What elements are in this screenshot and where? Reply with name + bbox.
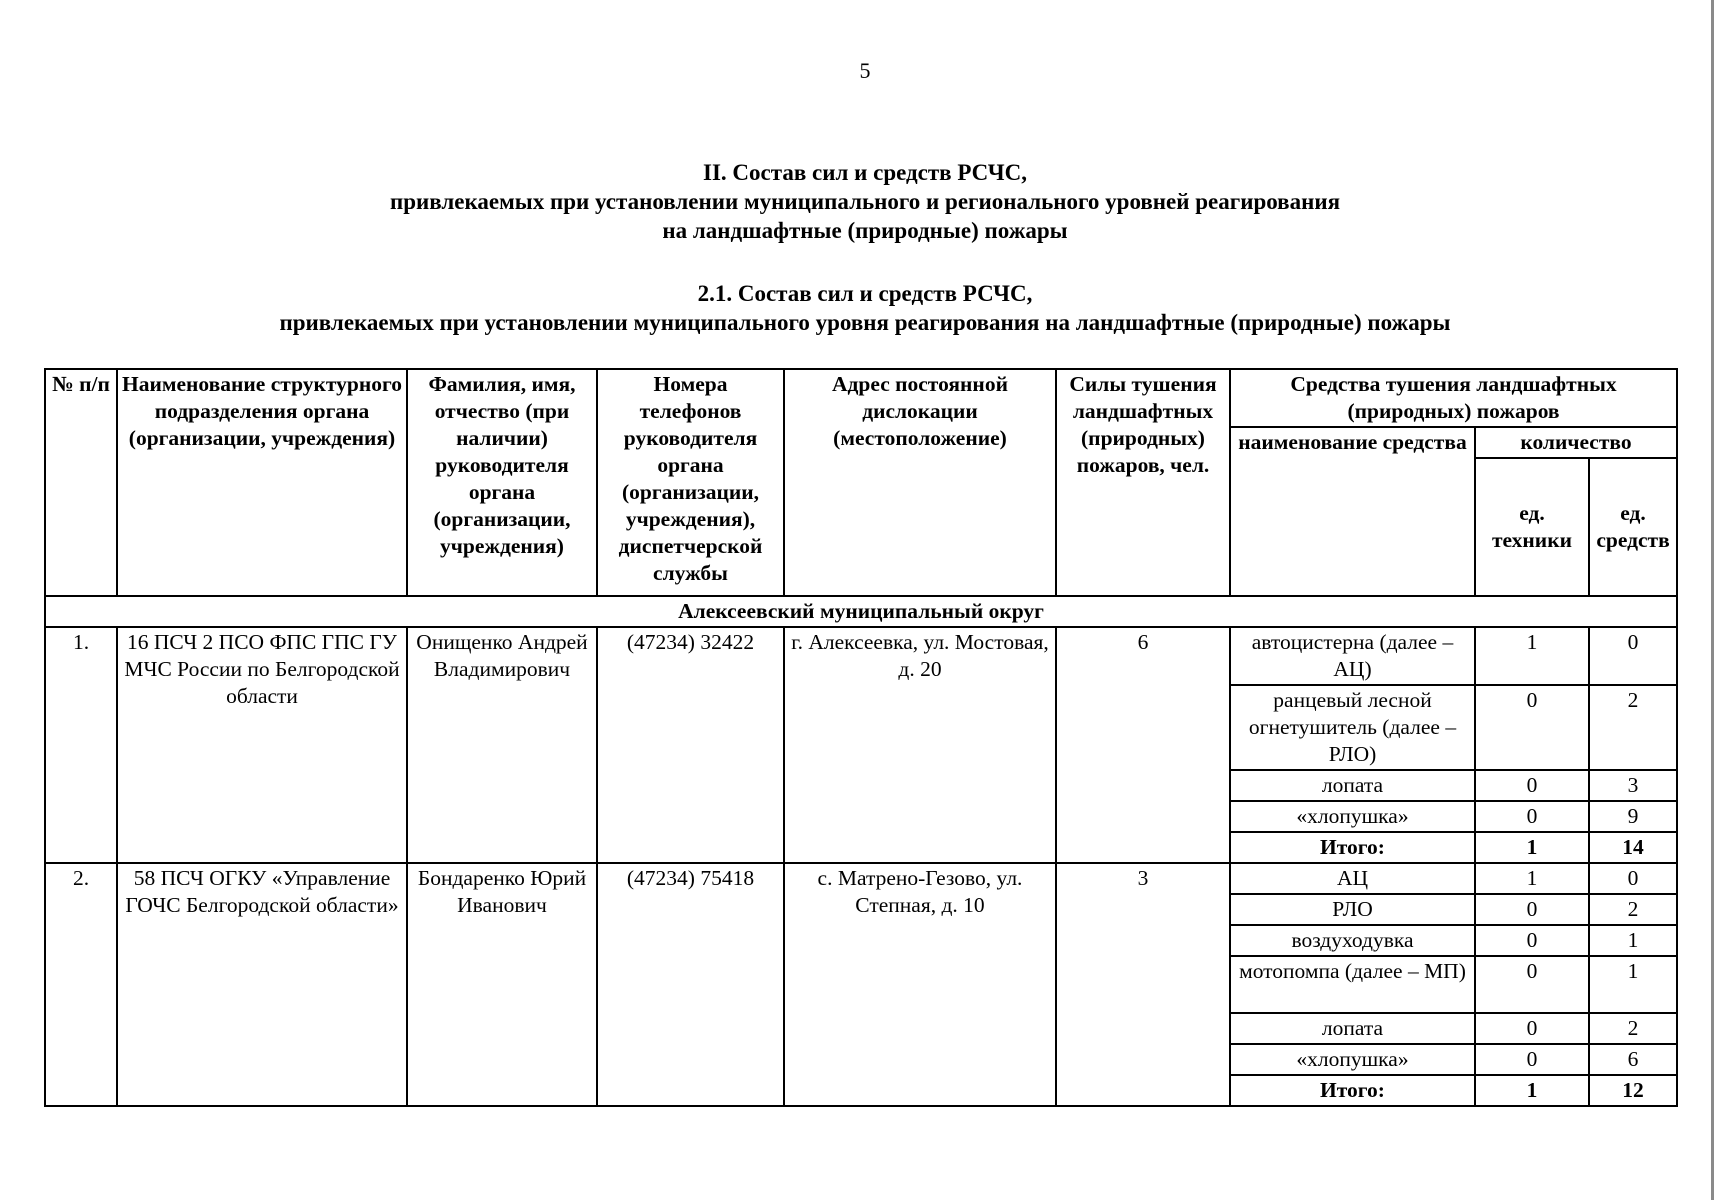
- header-means: Средства тушения ландшафтных (природных) пожаров: [1230, 369, 1677, 427]
- item-tech: 0: [1475, 801, 1589, 832]
- header-phones: Номера телефонов руководителя органа (организации, учреждения), диспетчерской службы: [597, 369, 784, 596]
- item-tech: 1: [1475, 863, 1589, 894]
- section-title-line-3: на ландшафтные (природные) пожары: [662, 218, 1068, 243]
- total-tech: 1: [1475, 1075, 1589, 1106]
- item-tech: 0: [1475, 685, 1589, 770]
- header-qty-means: ед. средств: [1589, 458, 1677, 596]
- row-unit: 16 ПСЧ 2 ПСО ФПС ГПС ГУ МЧС России по Белгородской области: [117, 627, 407, 863]
- item-means: 1: [1589, 956, 1677, 1013]
- page-number: 5: [859, 58, 871, 83]
- item-means: 2: [1589, 894, 1677, 925]
- item-tech: 0: [1475, 770, 1589, 801]
- item-means: 9: [1589, 801, 1677, 832]
- header-qty-tech: ед. техники: [1475, 458, 1589, 596]
- row-num: 2.: [45, 863, 117, 1106]
- item-tech: 0: [1475, 894, 1589, 925]
- header-forces: Силы тушения ландшафтных (природных) пожаров, чел.: [1056, 369, 1230, 596]
- row-address: с. Матрено-Гезово, ул. Степная, д. 10: [784, 863, 1056, 1106]
- item-tech: 1: [1475, 627, 1589, 685]
- row-phone: (47234) 75418: [597, 863, 784, 1106]
- header-quantity: количество: [1475, 427, 1677, 458]
- row-unit: 58 ПСЧ ОГКУ «Управление ГОЧС Белгородской области»: [117, 863, 407, 1106]
- item-name: лопата: [1230, 770, 1475, 801]
- item-name: «хлопушка»: [1230, 801, 1475, 832]
- item-tech: 0: [1475, 1044, 1589, 1075]
- total-means: 14: [1589, 832, 1677, 863]
- item-tech: 0: [1475, 956, 1589, 1013]
- item-name: РЛО: [1230, 894, 1475, 925]
- section-title-line-2: привлекаемых при установлении муниципального и регионального уровней реагирования: [389, 189, 1341, 214]
- item-means: 2: [1589, 1013, 1677, 1044]
- item-means: 0: [1589, 863, 1677, 894]
- item-means: 1: [1589, 925, 1677, 956]
- total-label: Итого:: [1230, 832, 1475, 863]
- section-title-line-1: II. Состав сил и средств РСЧС,: [703, 160, 1027, 185]
- row-num: 1.: [45, 627, 117, 863]
- group-row-district: Алексеевский муниципальный округ: [45, 596, 1677, 627]
- item-name: «хлопушка»: [1230, 1044, 1475, 1075]
- forces-table: [44, 368, 1678, 1107]
- header-address: Адрес постоянной дислокации (местоположение): [784, 369, 1056, 596]
- item-means: 3: [1589, 770, 1677, 801]
- subsection-title-line-2: привлекаемых при установлении муниципального уровня реагирования на ландшафтные (природные) пожары: [279, 310, 1451, 335]
- item-means: 6: [1589, 1044, 1677, 1075]
- item-tech: 0: [1475, 1013, 1589, 1044]
- header-num: № п/п: [45, 369, 117, 596]
- item-name: ранцевый лесной огнетушитель (далее – РЛО): [1230, 685, 1475, 770]
- table-row: [45, 863, 1677, 894]
- item-name: лопата: [1230, 1013, 1475, 1044]
- document-titles: [0, 158, 1714, 337]
- total-tech: 1: [1475, 832, 1589, 863]
- subsection-title-line-1: 2.1. Состав сил и средств РСЧС,: [697, 281, 1033, 306]
- header-means-name: наименование средства: [1230, 427, 1475, 596]
- item-name: воздуходувка: [1230, 925, 1475, 956]
- row-phone: (47234) 32422: [597, 627, 784, 863]
- total-label: Итого:: [1230, 1075, 1475, 1106]
- row-forces: 6: [1056, 627, 1230, 863]
- row-head: Бондаренко Юрий Иванович: [407, 863, 597, 1106]
- total-means: 12: [1589, 1075, 1677, 1106]
- item-means: 2: [1589, 685, 1677, 770]
- row-forces: 3: [1056, 863, 1230, 1106]
- item-tech: 0: [1475, 925, 1589, 956]
- row-head: Онищенко Андрей Владимирович: [407, 627, 597, 863]
- header-head: Фамилия, имя, отчество (при наличии) руководителя органа (организации, учреждения): [407, 369, 597, 596]
- table-row: [45, 627, 1677, 685]
- item-name: автоцистерна (далее – АЦ): [1230, 627, 1475, 685]
- header-unit: Наименование структурного подразделения органа (организации, учреждения): [117, 369, 407, 596]
- item-means: 0: [1589, 627, 1677, 685]
- item-name: АЦ: [1230, 863, 1475, 894]
- table-header: [45, 369, 1677, 596]
- item-name: мотопомпа (далее – МП): [1230, 956, 1475, 1013]
- row-address: г. Алексеевка, ул. Мостовая, д. 20: [784, 627, 1056, 863]
